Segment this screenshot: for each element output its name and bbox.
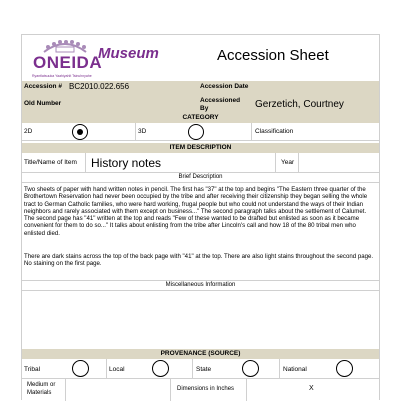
provenance-row [22, 359, 379, 379]
provenance-national-label: National [283, 366, 307, 373]
category-row [22, 123, 379, 141]
accession-row [22, 81, 379, 96]
accessioned-by-label-2: By [200, 105, 209, 112]
provenance-heading-row [22, 349, 379, 359]
item-description-heading-row [22, 143, 379, 153]
dimensions-x-separator: X [309, 385, 314, 392]
title-row [22, 153, 379, 173]
medium-value-field[interactable] [66, 379, 170, 401]
accessioned-by-label-1: Accessioned [200, 97, 241, 104]
category-3d-radio[interactable] [188, 124, 204, 140]
item-description-heading: ITEM DESCRIPTION [169, 144, 232, 151]
medium-label-2: Materials [27, 390, 52, 396]
classification-label: Classification [255, 128, 294, 135]
category-2d-radio[interactable] [72, 124, 88, 140]
divider [275, 153, 276, 172]
accession-date-label: Accession Date [200, 83, 249, 90]
category-3d-label: 3D [138, 128, 147, 135]
divider [192, 359, 193, 378]
dimensions-label: Dimensions in Inches [177, 386, 235, 392]
museum-label: Museum [98, 45, 159, 62]
accessioned-by-value[interactable]: Gerzetich, Courtney [255, 99, 344, 110]
logo-wordmark: ONEIDA [33, 53, 103, 72]
divider [135, 123, 136, 140]
page-title: Accession Sheet [217, 47, 329, 64]
category-2d-label: 2D [24, 128, 33, 135]
description-paragraph-1: Two sheets of paper with hand written notes in pencil. The first has "37" at the top and begins "The Eastern three quarter of the Brothertown Reservation had never been occupied by the tribe and after receiving their citizenship they began selling the whole tract to German Catholic families, who were hard working, frugal people but who could not understand the ways of their Indian neighbors and rarely associated with them except on business..." The second paragraph talks about the settlement of Calumet. The second page has "41" written at the top and reads "Few of these wanted to be drafted but enlisted as soon as it became convenient for them to do so..." It talks about enlisting from the tribe after Lincoln's call and how 18 of the 80 tribal men who enlisted died. [24, 186, 368, 237]
divider [251, 123, 252, 140]
accession-number-label: Accession # [24, 83, 62, 90]
provenance-heading: PROVENANCE (SOURCE) [160, 350, 241, 357]
provenance-national-radio[interactable] [336, 360, 353, 377]
provenance-local-label: Local [109, 366, 125, 373]
misc-info-label: Miscellaneous Information [165, 282, 236, 288]
description-paragraph-2: There are dark stains across the top of the back page with "41" at the top. There are also light stains throughout the second page. No staining on the first page. [24, 253, 374, 268]
medium-row [22, 379, 379, 401]
brief-description-label-row [22, 173, 379, 183]
category-heading: CATEGORY [182, 114, 219, 121]
provenance-state-radio[interactable] [242, 360, 259, 377]
year-label: Year [281, 159, 295, 166]
description-box[interactable] [22, 183, 379, 281]
provenance-tribal-label: Tribal [24, 366, 41, 373]
item-title-value[interactable]: History notes [91, 156, 162, 170]
divider [170, 379, 171, 401]
divider [298, 153, 299, 172]
provenance-state-label: State [196, 366, 212, 373]
medium-label-1: Medium or [27, 382, 56, 388]
divider [106, 359, 107, 378]
provenance-local-radio[interactable] [152, 360, 169, 377]
misc-info-label-row [22, 281, 379, 291]
item-title-label: Title/Name of Item [24, 159, 77, 166]
logo-tagline: Ryantlatsuuka Yaahiyahlt Tsinuhnyahe [32, 74, 92, 78]
divider [279, 359, 280, 378]
accession-number-value[interactable]: BC2010.022.656 [69, 82, 130, 91]
divider [85, 153, 86, 172]
provenance-tribal-radio[interactable] [72, 360, 89, 377]
misc-info-box[interactable] [22, 291, 379, 349]
radio-selected-dot [77, 129, 83, 135]
divider [246, 379, 247, 401]
category-heading-row [22, 113, 379, 123]
accession-form [21, 34, 380, 400]
old-number-label: Old Number [24, 100, 62, 107]
old-number-row [22, 96, 379, 113]
brief-description-label: Brief Description [178, 174, 223, 180]
